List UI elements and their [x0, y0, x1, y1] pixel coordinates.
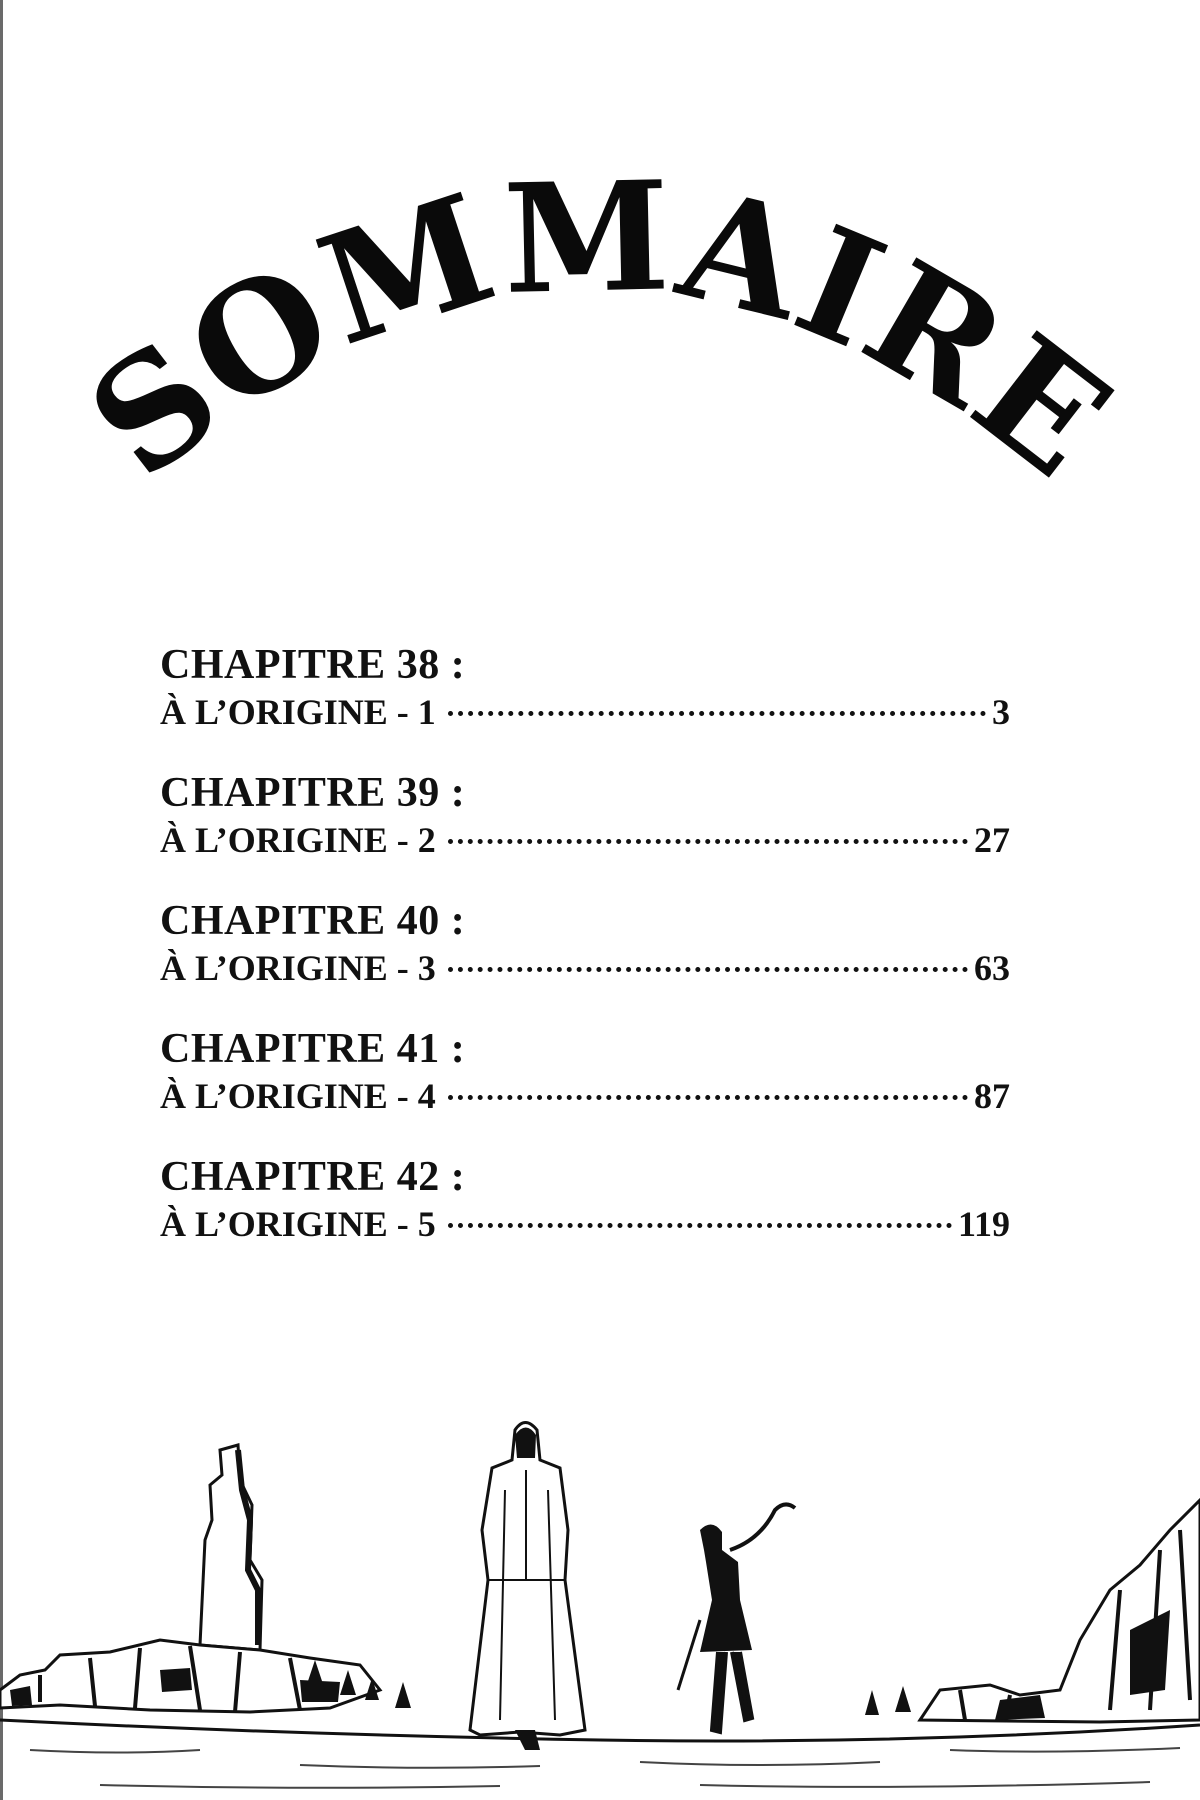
- dot-leader: [448, 839, 968, 844]
- toc-entry: [160, 896, 1010, 990]
- pine-tree: [395, 1682, 411, 1708]
- girl-scarf: [730, 1504, 795, 1550]
- table-of-contents: [160, 640, 1010, 1280]
- page-title-path: SOMMAIRE: [57, 148, 1143, 500]
- toc-entry: [160, 1152, 1010, 1246]
- dot-leader: [448, 1095, 968, 1100]
- toc-entry: [160, 1024, 1010, 1118]
- toc-entry: [160, 768, 1010, 862]
- landscape-svg: [0, 1390, 1200, 1800]
- page-number: 3: [992, 692, 1010, 732]
- girl-legs: [712, 1652, 752, 1732]
- chapter-label: CHAPITRE 38 :: [160, 642, 466, 688]
- chapter-line: [160, 1202, 1010, 1246]
- chapter-line: [160, 818, 1010, 862]
- rock-tower: [200, 1445, 262, 1650]
- page-number: 27: [974, 820, 1010, 860]
- page-number: 87: [974, 1076, 1010, 1116]
- page-title: [58, 148, 1142, 500]
- cloaked-figure-hood: [515, 1428, 536, 1459]
- chapter-label: CHAPITRE 42 :: [160, 1154, 466, 1200]
- pine-tree: [895, 1686, 911, 1712]
- chapter-label: CHAPITRE 40 :: [160, 898, 466, 944]
- title-svg: [0, 120, 1200, 500]
- chapter-line: [160, 1074, 1010, 1118]
- chapter-name: À L’ORIGINE - 4: [160, 1076, 436, 1116]
- chapter-line: [160, 690, 1010, 734]
- dot-leader: [448, 1223, 952, 1228]
- chapter-name: À L’ORIGINE - 1: [160, 692, 436, 732]
- title-banner: [0, 120, 1200, 500]
- chapter-name: À L’ORIGINE - 2: [160, 820, 436, 860]
- chapter-name: À L’ORIGINE - 5: [160, 1204, 436, 1244]
- ground-texture: [30, 1748, 1180, 1788]
- pine-tree: [865, 1690, 879, 1715]
- page-number: 63: [974, 948, 1010, 988]
- chapter-label: CHAPITRE 41 :: [160, 1026, 466, 1072]
- cloaked-figure: [470, 1423, 585, 1736]
- girl-sword: [678, 1620, 700, 1690]
- ground-line: [0, 1720, 1200, 1741]
- chapter-line: [160, 946, 1010, 990]
- toc-entry: [160, 640, 1010, 734]
- page-number: 119: [957, 1204, 1010, 1244]
- dot-leader: [448, 711, 986, 716]
- chapter-name: À L’ORIGINE - 3: [160, 948, 436, 988]
- landscape-illustration: [0, 1390, 1200, 1800]
- dot-leader: [448, 967, 968, 972]
- chapter-label: CHAPITRE 39 :: [160, 770, 466, 816]
